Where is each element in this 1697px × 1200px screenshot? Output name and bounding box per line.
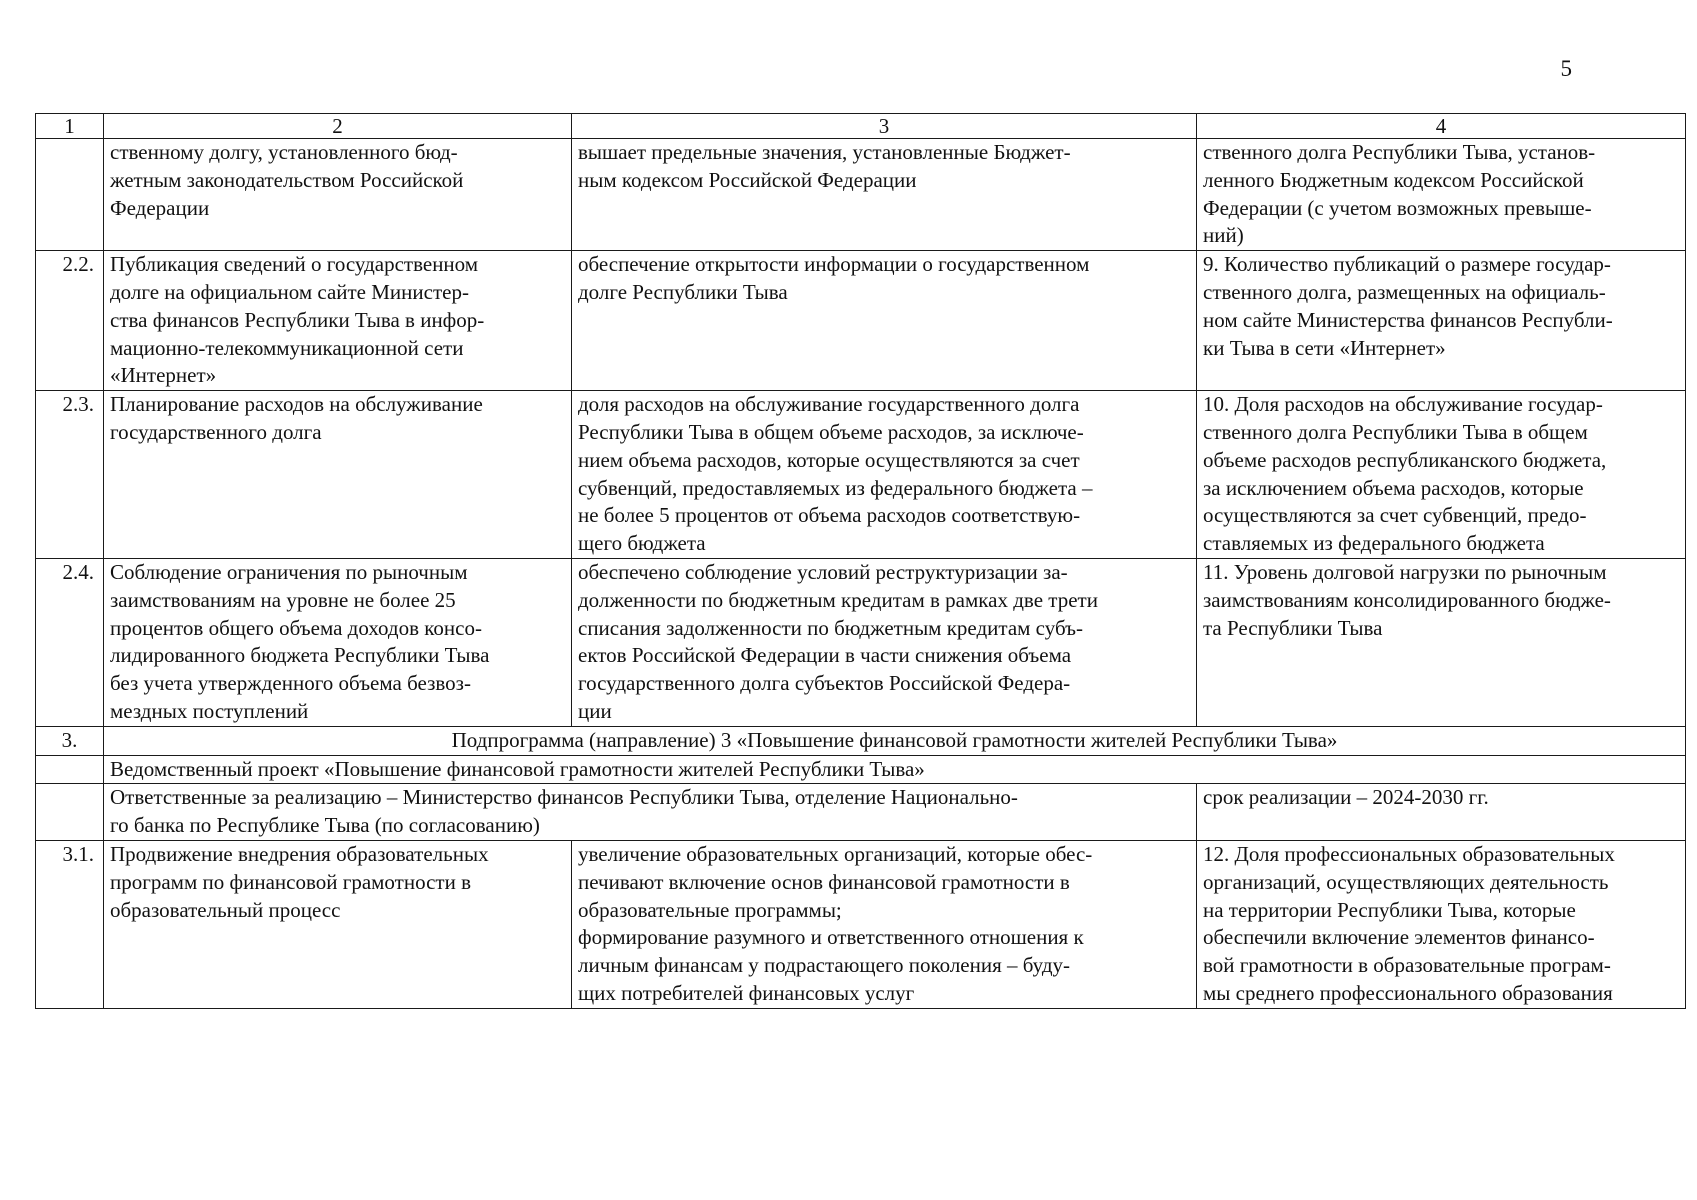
measure-cell: Планирование расходов на обслуживание государственного долга [104, 391, 572, 559]
result-cell: вышает предельные значения, установленные Бюджет- ным кодексом Российской Федерации [572, 139, 1197, 251]
table-row [36, 558, 1686, 726]
subprogram-title: Подпрограмма (направление) 3 «Повышение финансовой грамотности жителей Республики Тыва» [104, 726, 1686, 755]
row-number: 2.2. [36, 251, 104, 391]
measure-cell: Продвижение внедрения образовательных программ по финансовой грамотности в образовательный процесс [104, 840, 572, 1008]
table-row [36, 139, 1686, 251]
measure-cell: ственному долгу, установленного бюд- жетным законодательством Российской Федерации [104, 139, 572, 251]
empty-cell [36, 784, 104, 841]
indicator-cell: 11. Уровень долговой нагрузки по рыночным заимствованиям консолидированного бюдже- та Республики Тыва [1197, 558, 1686, 726]
column-header: 3 [572, 114, 1197, 139]
row-number: 3.1. [36, 840, 104, 1008]
subprogram-row [36, 726, 1686, 755]
indicator-cell: ственного долга Республики Тыва, установ- ленного Бюджетным кодексом Российской Федерации (с учетом возможных превыше- ний) [1197, 139, 1686, 251]
table-header-row [36, 114, 1686, 139]
indicator-cell: 9. Количество публикаций о размере государ- ственного долга, размещенных на официаль- ном сайте Министерства финансов Республи- ки Тыва в сети «Интернет» [1197, 251, 1686, 391]
measure-cell: Соблюдение ограничения по рыночным заимствованиям на уровне не более 25 процентов общего объема доходов консо- лидированного бюджета Республики Тыва без учета утвержденного объема безвоз- мездных поступлений [104, 558, 572, 726]
row-number: 2.4. [36, 558, 104, 726]
result-cell: доля расходов на обслуживание государственного долга Республики Тыва в общем объеме расходов, за исключе- нием объема расходов, которые осуществляются за счет субвенций, предоставляемых из федерального бюджета – не более 5 процентов от объема расходов соответствую- щего бюджета [572, 391, 1197, 559]
page-number: 5 [1560, 56, 1572, 81]
indicator-cell: 10. Доля расходов на обслуживание государ- ственного долга Республики Тыва в общем объеме расходов республиканского бюджета, за исключением объема расходов, которые осуществляются за счет субвенций, предо- ставляемых из федерального бюджета [1197, 391, 1686, 559]
result-cell: увеличение образовательных организаций, которые обес- печивают включение основ финансовой грамотности в образовательные программы; формирование разумного и ответственного отношения к личным финансам у подрастающего поколения – буду- щих потребителей финансовых услуг [572, 840, 1197, 1008]
row-number: 3. [36, 726, 104, 755]
implementation-term: срок реализации – 2024-2030 гг. [1197, 784, 1686, 841]
indicator-cell: 12. Доля профессиональных образовательных организаций, осуществляющих деятельность на территории Республики Тыва, которые обеспечили включение элементов финансо- вой грамотности в образовательные програм- мы среднего профессионального образования [1197, 840, 1686, 1008]
data-table [35, 113, 1686, 1009]
column-header: 2 [104, 114, 572, 139]
table-row [36, 391, 1686, 559]
table-row [36, 840, 1686, 1008]
project-row [36, 755, 1686, 784]
row-number: 2.3. [36, 391, 104, 559]
measure-cell: Публикация сведений о государственном долге на официальном сайте Министер- ства финансов Республики Тыва в инфор- мационно-телекоммуникационной сети «Интернет» [104, 251, 572, 391]
column-header: 4 [1197, 114, 1686, 139]
empty-cell [36, 755, 104, 784]
result-cell: обеспечено соблюдение условий реструктуризации за- долженности по бюджетным кредитам в рамках две трети списания задолженности по бюджетным кредитам субъ- ектов Российской Федерации в части снижения объема государственного долга субъектов Российской Федера- ции [572, 558, 1197, 726]
project-title: Ведомственный проект «Повышение финансовой грамотности жителей Республики Тыва» [104, 755, 1686, 784]
responsible-row [36, 784, 1686, 841]
column-header: 1 [36, 114, 104, 139]
table-row [36, 251, 1686, 391]
responsible-text: Ответственные за реализацию – Министерство финансов Республики Тыва, отделение Национально- го банка по Республике Тыва (по согласованию) [104, 784, 1197, 841]
result-cell: обеспечение открытости информации о государственном долге Республики Тыва [572, 251, 1197, 391]
row-number [36, 139, 104, 251]
